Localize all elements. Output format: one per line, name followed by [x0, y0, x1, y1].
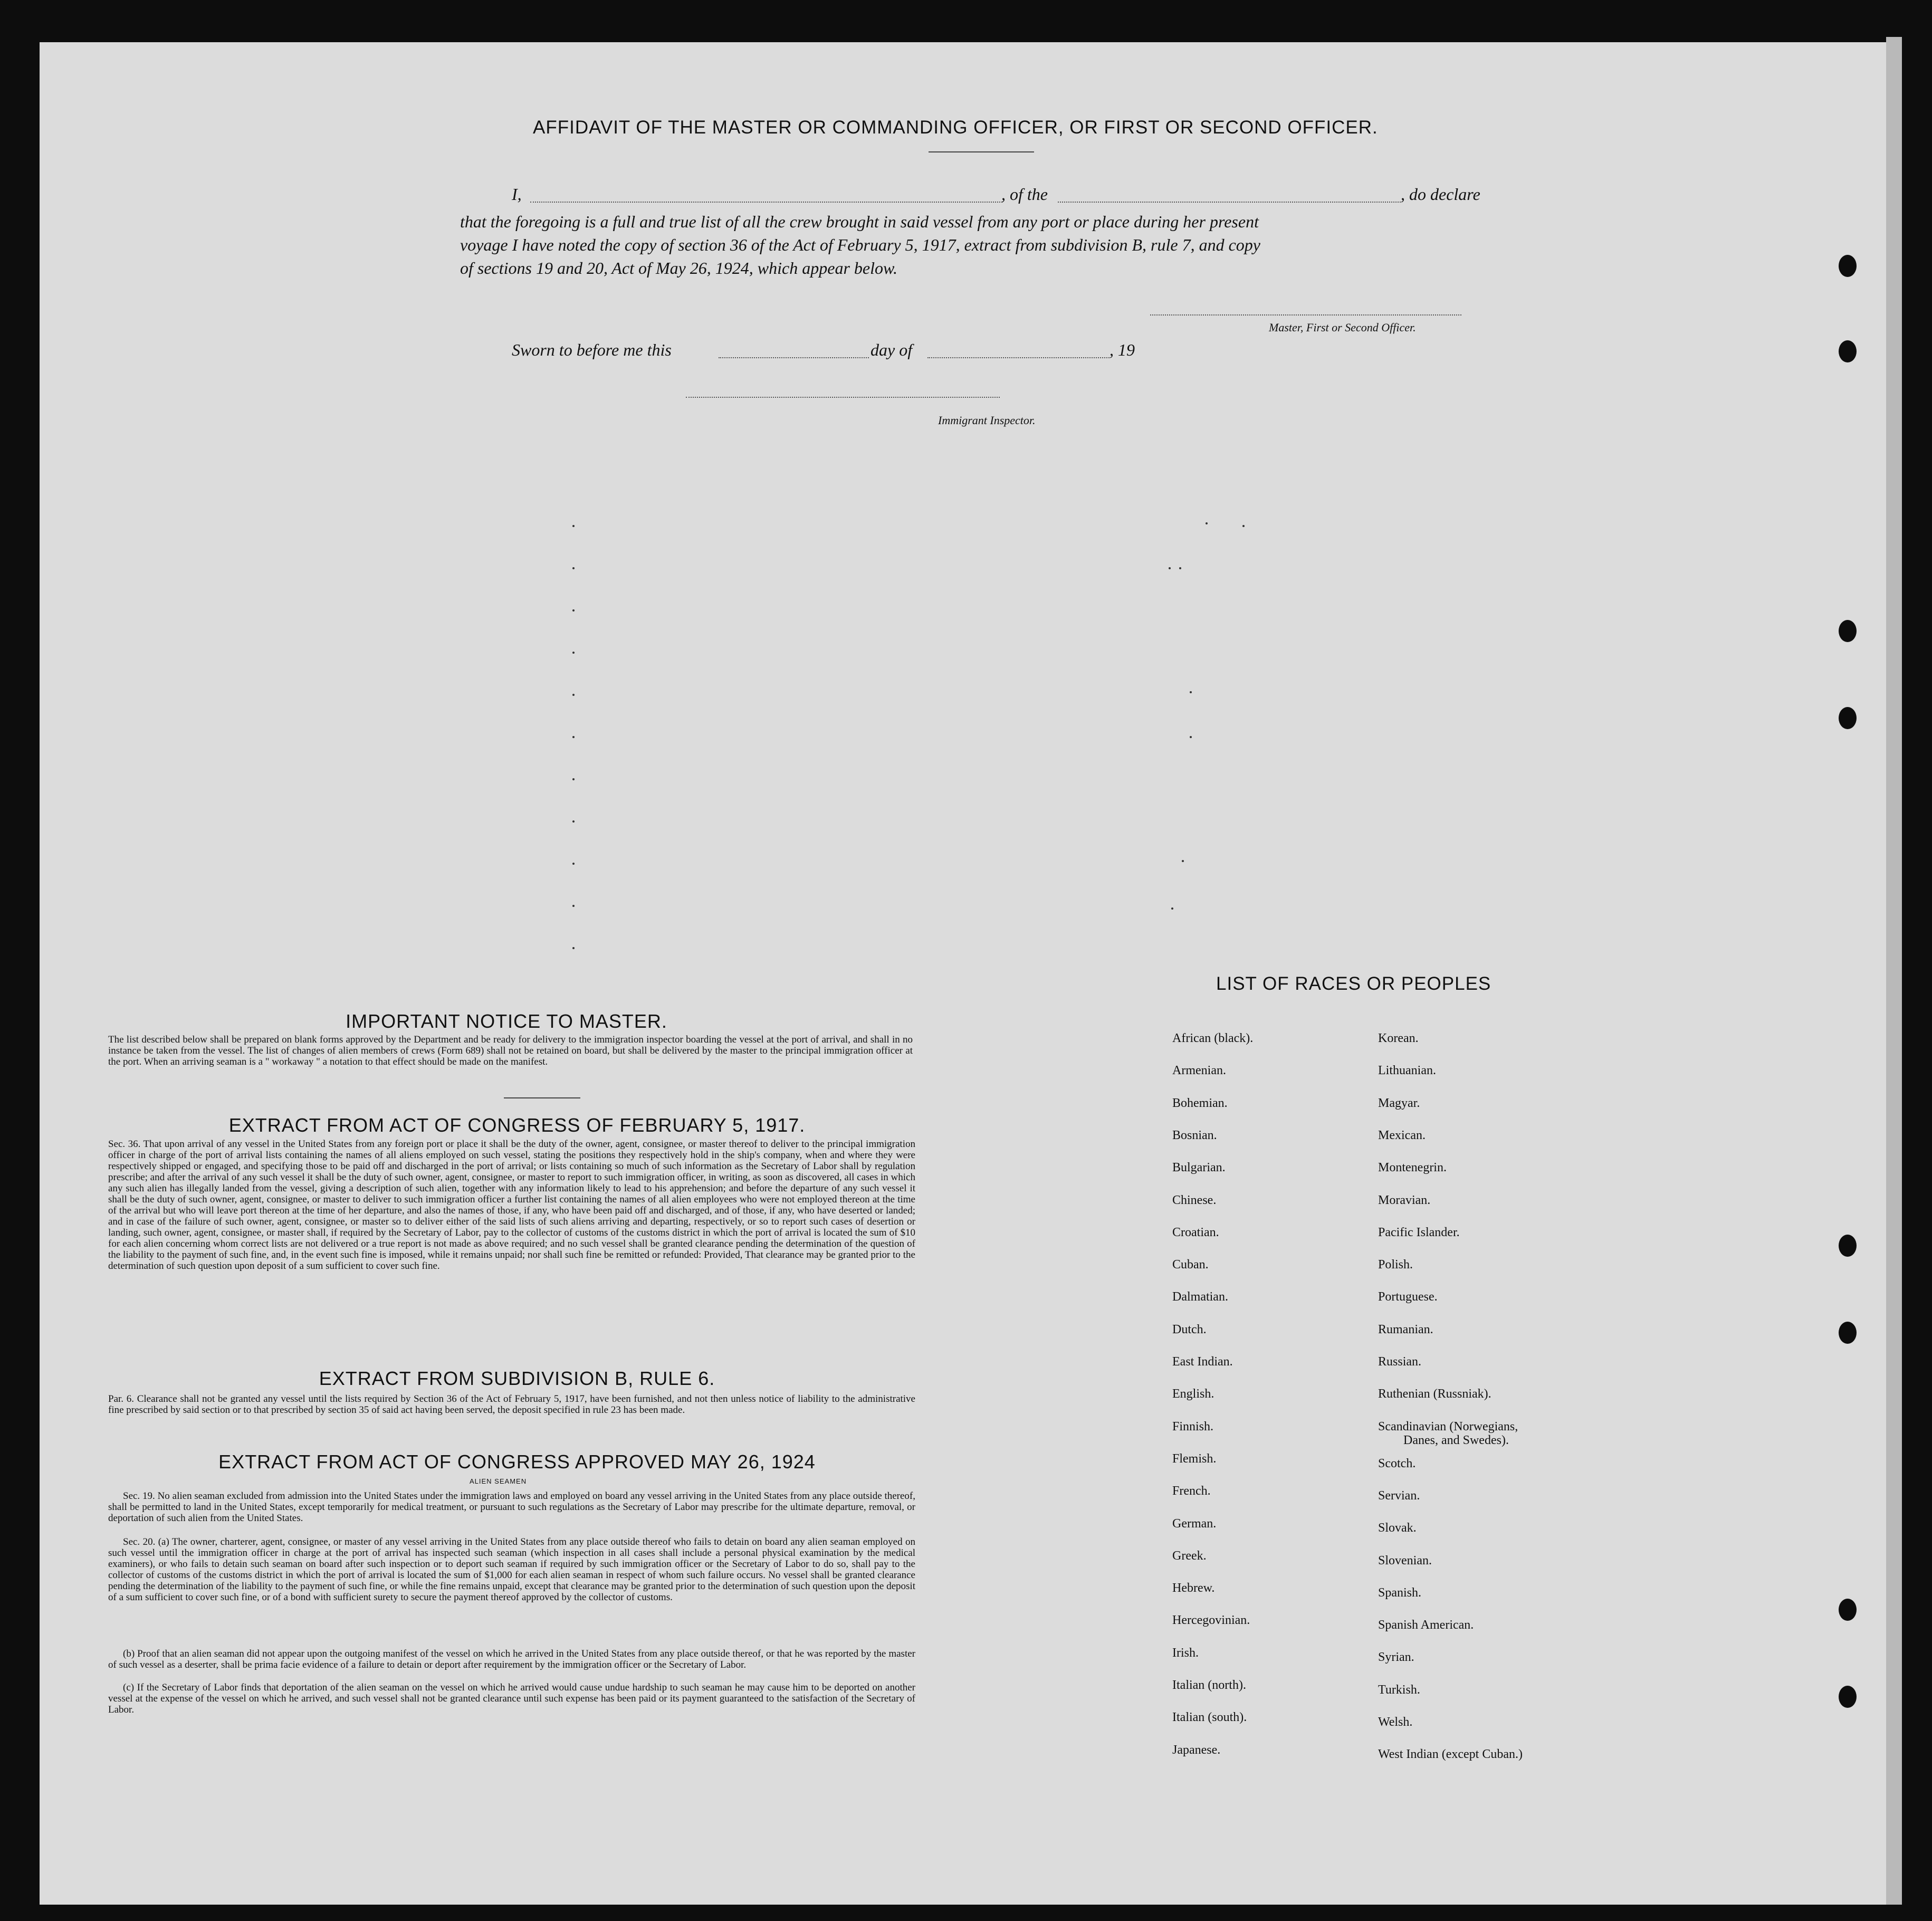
race-item: Spanish.	[1378, 1585, 1422, 1600]
race-item: Syrian.	[1378, 1650, 1414, 1665]
race-item: Italian (north).	[1172, 1678, 1246, 1692]
race-item: German.	[1172, 1516, 1217, 1531]
race-item: East Indian.	[1172, 1355, 1233, 1369]
race-item: Bohemian.	[1172, 1096, 1228, 1110]
punch-hole	[1839, 1686, 1857, 1708]
race-item: Spanish American.	[1378, 1618, 1474, 1632]
race-item: Pacific Islander.	[1378, 1225, 1460, 1239]
race-item: Russian.	[1378, 1355, 1422, 1369]
race-item: Armenian.	[1172, 1064, 1226, 1078]
race-item: Greek.	[1172, 1549, 1207, 1563]
race-item: Korean.	[1378, 1031, 1419, 1045]
punch-hole	[1839, 1235, 1857, 1257]
race-item: Ruthenian (Russniak).	[1378, 1387, 1491, 1401]
race-item: Rumanian.	[1378, 1322, 1433, 1336]
extract-1917-title: EXTRACT FROM ACT OF CONGRESS OF FEBRUARY 5, 1917.	[228, 1114, 806, 1136]
race-item: Italian (south).	[1172, 1710, 1247, 1725]
race-item: Finnish.	[1172, 1419, 1214, 1433]
race-item: Irish.	[1172, 1646, 1199, 1660]
race-item: Croatian.	[1172, 1225, 1219, 1239]
affidavit-title: AFFIDAVIT OF THE MASTER OR COMMANDING OFFICER, OR FIRST OR SECOND OFFICER.	[533, 117, 1378, 138]
race-item: Moravian.	[1378, 1193, 1431, 1207]
inspector-label: Immigrant Inspector.	[938, 414, 1036, 427]
race-item: Welsh.	[1378, 1715, 1413, 1729]
sec-20c-text: (c) If the Secretary of Labor finds that deportation of the alien seaman on the vessel on which he arrived would cause undue hardship to such seaman he may cause him to be deported on another vessel at the expense of the vessel on which he arrived, and such vessel shall not be granted clearance until such expense has been paid or its payment guaranteed to the satisfaction of the Secretary of Labor.	[108, 1682, 915, 1715]
race-item: Slovak.	[1378, 1521, 1417, 1535]
race-item: Slovenian.	[1378, 1553, 1432, 1568]
position-field[interactable]	[1058, 202, 1401, 203]
extract-1924-title: EXTRACT FROM ACT OF CONGRESS APPROVED MAY 26, 1924	[218, 1451, 816, 1473]
notice-title: IMPORTANT NOTICE TO MASTER.	[346, 1010, 667, 1032]
race-item: Dutch.	[1172, 1322, 1207, 1336]
race-item: Bulgarian.	[1172, 1161, 1226, 1175]
race-item: Hercegovinian.	[1172, 1613, 1250, 1628]
punch-hole	[1839, 255, 1857, 277]
sworn-day-field[interactable]	[719, 357, 869, 358]
race-item: West Indian (except Cuban.)	[1378, 1747, 1523, 1762]
affidavit-of-the: , of the	[1001, 185, 1048, 204]
race-item: Japanese.	[1172, 1743, 1221, 1757]
race-item: Portuguese.	[1378, 1290, 1438, 1304]
race-item: Scotch.	[1378, 1456, 1416, 1470]
sec-20b-text: (b) Proof that an alien seaman did not appear upon the outgoing manifest of the vessel on which he arrived in the United States from any place outside thereof, or that he was reported by the master of such vessel as a deserter, shall be prima facie evidence of a failure to detain or deport after requirement by the immigration officer or the Secretary of Labor.	[108, 1648, 915, 1670]
race-item: English.	[1172, 1387, 1214, 1401]
affidavit-line-4: of sections 19 and 20, Act of May 26, 1924, which appear below.	[460, 259, 897, 278]
subdivision-b-title: EXTRACT FROM SUBDIVISION B, RULE 6.	[319, 1368, 715, 1389]
page-edge	[1886, 37, 1902, 1905]
divider	[929, 151, 1034, 152]
race-item: Chinese.	[1172, 1193, 1217, 1207]
sworn-label: Sworn to before me this	[512, 340, 672, 359]
race-item: Bosnian.	[1172, 1128, 1217, 1142]
alien-seamen-subtitle: ALIEN SEAMEN	[470, 1477, 527, 1485]
race-item: Lithuanian.	[1378, 1064, 1436, 1078]
year-label: , 19	[1110, 340, 1135, 359]
notice-text: The list described below shall be prepared on blank forms approved by the Department and be ready for delivery to the immigration inspector boarding the vessel at the port of arrival, and shall in no instance be taken from the vessel. The list of changes of alien members of crews (Form 689) shall not be retained on board, but shall be delivered by the master to the principal immigration officer at the port. When an arriving seaman is a " workaway " a notation to that effect should be made on the manifest.	[108, 1034, 913, 1067]
master-signature-field[interactable]	[1150, 314, 1461, 316]
race-item: Danes, and Swedes).	[1403, 1433, 1509, 1447]
affidavit-line-3: voyage I have noted the copy of section 36 of the Act of February 5, 1917, extract from subdivision B, rule 7, and copy	[460, 235, 1260, 254]
master-signature-label: Master, First or Second Officer.	[1269, 321, 1416, 334]
race-item: Mexican.	[1378, 1128, 1426, 1142]
divider	[504, 1097, 580, 1098]
race-item: Hebrew.	[1172, 1581, 1215, 1595]
sworn-month-field[interactable]	[927, 357, 1110, 358]
race-item: Magyar.	[1378, 1096, 1420, 1110]
race-item: Montenegrin.	[1378, 1161, 1447, 1175]
punch-hole	[1839, 1322, 1857, 1344]
punch-hole	[1839, 340, 1857, 362]
punch-hole	[1839, 1599, 1857, 1621]
extract-1917-text: Sec. 36. That upon arrival of any vessel in the United States from any foreign port or place it shall be the duty of the owner, agent, consignee, or master thereof to deliver to the principal immigration officer in charge of the port of arrival lists containing the names of all aliens employed on such vessel, stating the positions they respectively hold in the ship's company, when and where they were respectively shipped or engaged, and specifying those to be paid off and discharged in the port of arrival; or lists containing so much of such information as the Secretary of Labor shall by regulation prescribe; and after the arrival of any such vessel it shall be the duty of such owner, agent, consignee, or master to report to such immigration officer, in writing, as soon as discovered, all cases in which any such alien has illegally landed from the vessel, giving a description of such alien, together with any information likely to lead to his apprehension; and before the departure of any such vessel it shall be the duty of such owner, agent, consignee, or master to deliver to such immigration officer a further list containing the names of all alien employees who were not employed thereon at the time of the arrival but who will leave port thereon at the time of her departure, and also the names of those, if any, who have been paid off and discharged, and of those, if any, who have deserted or landed; and in case of the failure of such owner, agent, consignee, or master so to deliver either of the said lists of such aliens arriving and departing, respectively, or so to report such cases of desertion or landing, such owner, agent, consignee, or master shall, if required by the Secretary of Labor, pay to the collector of customs of the customs district in which the port of arrival is located the sum of $10 for each alien concerning whom correct lists are not delivered or a true report is not made as above required; and no such vessel shall be granted clearance pending the determination of the question of the liability to the payment of such fine, and, in the event such fine is imposed, while it remains unpaid; nor shall such fine be remitted or refunded: Provided, That clearance may be granted prior to the determination of such question upon deposit of a sum sufficient to cover such fine.	[108, 1139, 915, 1272]
sec-19-text: Sec. 19. No alien seaman excluded from admission into the United States under the immigration laws and employed on board any vessel arriving in the United States from any place outside thereof, shall be permitted to land in the United States, except temporarily for medical treatment, or pursuant to such regulations as the Secretary of Labor may prescribe for the ultimate departure, removal, or deportation of such alien from the United States.	[108, 1490, 915, 1524]
race-item: African (black).	[1172, 1031, 1254, 1045]
race-item: Flemish.	[1172, 1451, 1217, 1466]
race-item: Turkish.	[1378, 1683, 1420, 1697]
inspector-signature-field[interactable]	[686, 397, 1000, 398]
race-item: Polish.	[1378, 1258, 1413, 1272]
subdivision-b-text: Par. 6. Clearance shall not be granted any vessel until the lists required by Section 36 of the Act of February 5, 1917, have been furnished, and not then unless notice of liability to the administrative fine prescribed by said section or to that prescribed by section 35 of said act having been served, the deposit specified in rule 23 has been made.	[108, 1393, 915, 1416]
race-item: Cuban.	[1172, 1258, 1209, 1272]
race-item: Scandinavian (Norwegians,	[1378, 1419, 1518, 1433]
race-item: French.	[1172, 1484, 1211, 1498]
punch-hole	[1839, 620, 1857, 642]
race-item: Servian.	[1378, 1488, 1420, 1503]
punch-hole	[1839, 707, 1857, 729]
sec-20a-text: Sec. 20. (a) The owner, charterer, agent, consignee, or master of any vessel arriving in the United States from any place outside thereof who fails to detain on board any alien seaman employed on such vessel until the immigration officer in charge at the port of arrival has inspected such seaman (which inspection in all cases shall include a personal physical examination by the medical examiners), or who fails to detain such seaman on board after such inspection or to deport such seaman if required by such immigration officer or the Secretary of Labor to do so, shall pay to the collector of customs of the customs district in which the port of arrival is located the sum of $1,000 for each alien seaman in respect of whom such failure occurs. No vessel shall be granted clearance pending the determination of the liability to the payment of such fine, or while the fine remains unpaid, except that clearance may be granted prior to the determination of such question upon the deposit of a sum sufficient to cover such fine, or of a bond with sufficient surety to secure the payment thereof approved by the collector of customs.	[108, 1536, 915, 1603]
races-title: LIST OF RACES OR PEOPLES	[1216, 973, 1491, 994]
race-item: Dalmatian.	[1172, 1290, 1228, 1304]
affidavit-do-declare: , do declare	[1401, 185, 1480, 204]
affidavit-i-label: I,	[512, 185, 522, 204]
document-page	[40, 42, 1886, 1905]
affidavit-line-2: that the foregoing is a full and true list of all the crew brought in said vessel from any port or place during her present	[460, 212, 1259, 231]
day-of-label: day of	[871, 340, 913, 359]
name-field[interactable]	[530, 202, 1002, 203]
